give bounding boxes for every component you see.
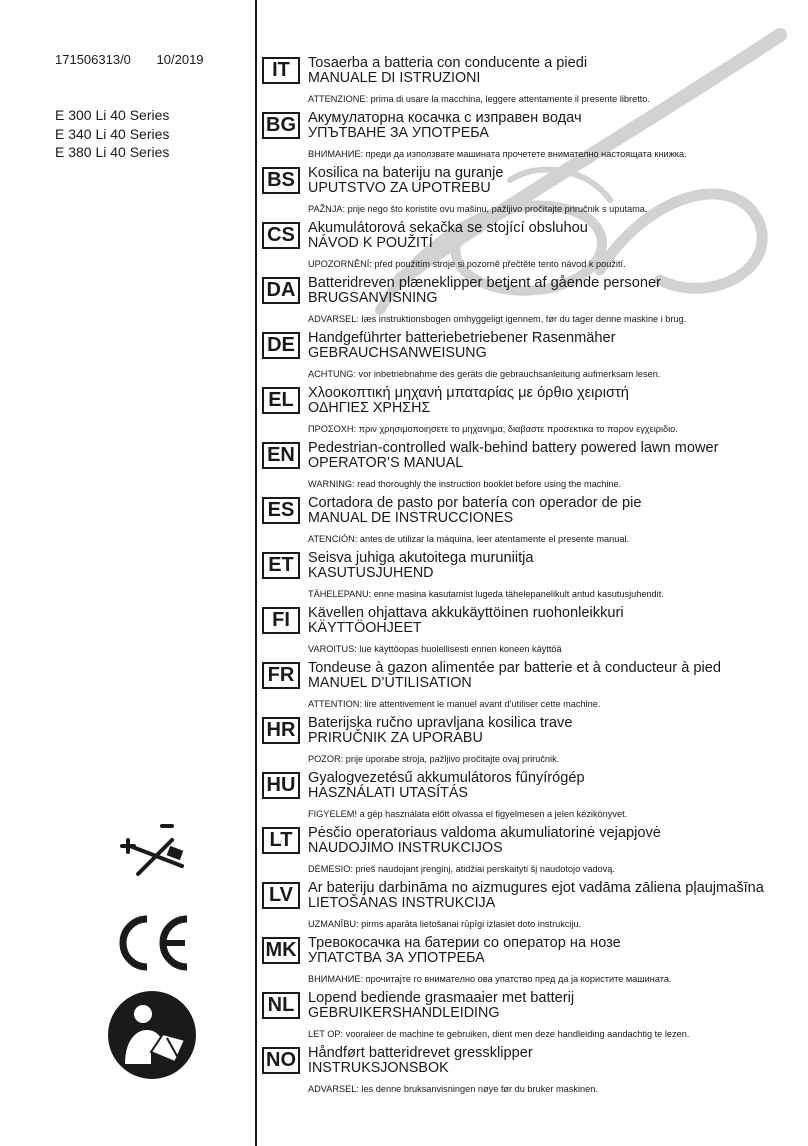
warning-text: LET OP: vooraleer de machine te gebruiken, dient men deze handleiding aandachtig te lezen.: [308, 1029, 690, 1039]
warning-text: FIGYELEM! a gép használata előtt olvassa el figyelmesen a jelen kézikönyvet.: [308, 809, 628, 819]
manual-title: BRUGSANVISNING: [308, 290, 438, 306]
manual-title: УПАТСТВА ЗА УПОТРЕБА: [308, 950, 485, 966]
language-entry-de: [262, 330, 802, 385]
manual-title: OPERATOR’S MANUAL: [308, 455, 464, 471]
manual-title: HASZNÁLATI UTASÍTÁS: [308, 785, 468, 801]
manual-title: KÄYTTÖOHJEET: [308, 620, 422, 636]
manual-title: PRIRUČNIK ZA UPORABU: [308, 730, 483, 746]
product-title: Gyalogvezetésű akkumulátoros fűnyírógép: [308, 770, 585, 786]
language-code: DE: [262, 332, 300, 359]
warning-text: ADVARSEL: les denne bruksanvisningen nøye før du bruker maskinen.: [308, 1084, 598, 1094]
language-code: HU: [262, 772, 300, 799]
warning-text: PAŽNJA: prije nego što koristite ovu mašinu, pažljivo pročitajte priručnik s uputama.: [308, 204, 648, 214]
doc-identifier: [55, 52, 226, 67]
model-name: E 380 Li 40 Series: [55, 144, 170, 160]
manual-title: INSTRUKSJONSBOK: [308, 1060, 449, 1076]
language-code: DA: [262, 277, 300, 304]
model-list: [55, 106, 169, 162]
language-code: BG: [262, 112, 300, 139]
model-name: E 340 Li 40 Series: [55, 125, 170, 142]
manual-title: MANUEL D’UTILISATION: [308, 675, 472, 691]
language-entry-fi: [262, 605, 802, 660]
manual-title: GEBRUIKERSHANDLEIDING: [308, 1005, 500, 1021]
language-entry-fr: [262, 660, 802, 715]
language-code: LV: [262, 882, 300, 909]
model-name: E 300 Li 40 Series: [55, 107, 170, 123]
product-title: Håndført batteridrevet gressklipper: [308, 1045, 533, 1061]
language-entry-it: [262, 55, 802, 110]
warning-text: UZMANĪBU: pirms aparāta lietošanai rūpīgi izlasiet doto instrukciju.: [308, 919, 582, 929]
doc-number: 171506313/0: [55, 52, 131, 67]
language-entry-es: [262, 495, 802, 550]
manual-title: ΟΔΗΓΙΕΣ ΧΡΗΣΗΣ: [308, 400, 431, 416]
manual-title: KASUTUSJUHEND: [308, 565, 434, 581]
warning-text: ADVARSEL: læs instruktionsbogen omhyggeligt igennem, før du tager denne maskine i brug.: [308, 314, 687, 324]
warning-text: ATTENZIONE: prima di usare la macchina, leggere attentamente il presente libretto.: [308, 94, 650, 104]
manual-title: MANUAL DE INSTRUCCIONES: [308, 510, 514, 526]
column-divider: [255, 0, 257, 1146]
product-title: Batteridreven plæneklipper betjent af gående personer: [308, 275, 661, 291]
language-entry-el: [262, 385, 802, 440]
product-title: Pėsčio operatoriaus valdoma akumuliatorinė vejapjovė: [308, 825, 661, 841]
language-entry-et: [262, 550, 802, 605]
warning-text: TÄHELEPANU: enne masina kasutamist lugeda tähelepanelikult antud kasutusjuhendit.: [308, 589, 664, 599]
doc-date: 10/2019: [156, 52, 204, 67]
language-entry-en: [262, 440, 802, 495]
warning-text: ATENCIÓN: antes de utilizar la máquina, leer atentamente el presente manual.: [308, 534, 630, 544]
language-code: IT: [262, 57, 300, 84]
product-title: Akumulátorová sekačka se stojící obsluhou: [308, 220, 588, 236]
manual-title: УПЪТВАНЕ ЗА УПОТРЕБА: [308, 125, 489, 141]
language-code: LT: [262, 827, 300, 854]
language-code: HR: [262, 717, 300, 744]
language-code: BS: [262, 167, 300, 194]
product-title: Tondeuse à gazon alimentée par batterie et à conducteur à pied: [308, 660, 721, 676]
warning-text: DĖMESIO: prieš naudojant įrenginį, atidžiai perskaityti šį naudotojo vadovą.: [308, 864, 615, 874]
manual-title: LIETOŠANAS INSTRUKCIJA: [308, 895, 496, 911]
language-entry-da: [262, 275, 802, 330]
language-code: NL: [262, 992, 300, 1019]
warning-text: ATTENTION: lire attentivement le manuel avant d’utiliser cette machine.: [308, 699, 601, 709]
warning-text: ВНИМАНИЕ: преди да използвате машината прочетете внимателно настоящата книжка.: [308, 149, 687, 159]
product-title: Kävellen ohjattava akkukäyttöinen ruohonleikkuri: [308, 605, 624, 621]
language-entry-no: [262, 1045, 802, 1100]
product-title: Ar bateriju darbināma no aizmugures ejot vadāma zāliena pļaujmašīna: [308, 880, 764, 896]
warning-text: VAROITUS: lue käyttöopas huolellisesti ennen koneen käyttöä: [308, 644, 562, 654]
product-title: Lopend bediende grasmaaier met batterij: [308, 990, 575, 1006]
language-code: NO: [262, 1047, 300, 1074]
warning-text: POZOR: prije uporabe stroja, pažljivo pročitajte ovaj priručnik.: [308, 754, 560, 764]
language-entry-bs: [262, 165, 802, 220]
product-title: Pedestrian-controlled walk-behind battery powered lawn mower: [308, 440, 719, 456]
product-title: Акумулаторна косачка с изправен водач: [308, 110, 582, 126]
language-entry-nl: [262, 990, 802, 1045]
language-code: EN: [262, 442, 300, 469]
battery-icon: [112, 818, 196, 898]
manual-title: NÁVOD K POUŽITÍ: [308, 235, 433, 251]
language-entry-hu: [262, 770, 802, 825]
product-title: Tosaerba a batteria con conducente a piedi: [308, 55, 588, 71]
product-title: Handgeführter batteriebetriebener Rasenmäher: [308, 330, 616, 346]
language-entry-lt: [262, 825, 802, 880]
manual-title: UPUTSTVO ZA UPOTREBU: [308, 180, 491, 196]
product-title: Kosilica na bateriju na guranje: [308, 165, 504, 181]
product-title: Seisva juhiga akutoitega muruniitja: [308, 550, 534, 566]
language-entry-hr: [262, 715, 802, 770]
product-title: Cortadora de pasto por batería con operador de pie: [308, 495, 642, 511]
warning-text: ACHTUNG: vor inbetriebnahme des geräts die gebrauchsanleitung aufmerksam lesen.: [308, 369, 661, 379]
warning-text: ВНИМАНИЕ: прочитајте го внимателно ова упатство пред да ја користите машината.: [308, 974, 672, 984]
product-title: Тревокосачка на батерии со оператор на нозе: [308, 935, 621, 951]
product-title: Baterijska ručno upravljana kosilica trave: [308, 715, 573, 731]
warning-text: UPOZORNĚNÍ: před použitím stroje si pozorně přečtěte tento návod k použití.: [308, 259, 626, 269]
read-manual-icon: [107, 990, 197, 1080]
language-entry-bg: [262, 110, 802, 165]
ce-mark-icon: [113, 913, 193, 973]
warning-text: ΠΡΟΣΟΧΗ: πριν χρησιμοποιησετε το μηχανημα, διαβαστε προσεκτικα το παρον εγχειριδιο.: [308, 424, 678, 434]
language-code: ES: [262, 497, 300, 524]
manual-title: GEBRAUCHSANWEISUNG: [308, 345, 487, 361]
language-code: MK: [262, 937, 300, 964]
language-code: EL: [262, 387, 300, 414]
language-code: CS: [262, 222, 300, 249]
language-entry-mk: [262, 935, 802, 990]
manual-title: NAUDOJIMO INSTRUKCIJOS: [308, 840, 503, 856]
product-title: Χλοοκοπτική μηχανή μπαταρίας με όρθιο χειριστή: [308, 385, 629, 401]
language-code: ET: [262, 552, 300, 579]
language-code: FR: [262, 662, 300, 689]
warning-text: WARNING: read thoroughly the instruction booklet before using the machine.: [308, 479, 622, 489]
language-code: FI: [262, 607, 300, 634]
language-entry-lv: [262, 880, 802, 935]
manual-title: MANUALE DI ISTRUZIONI: [308, 70, 481, 86]
language-entry-cs: [262, 220, 802, 275]
